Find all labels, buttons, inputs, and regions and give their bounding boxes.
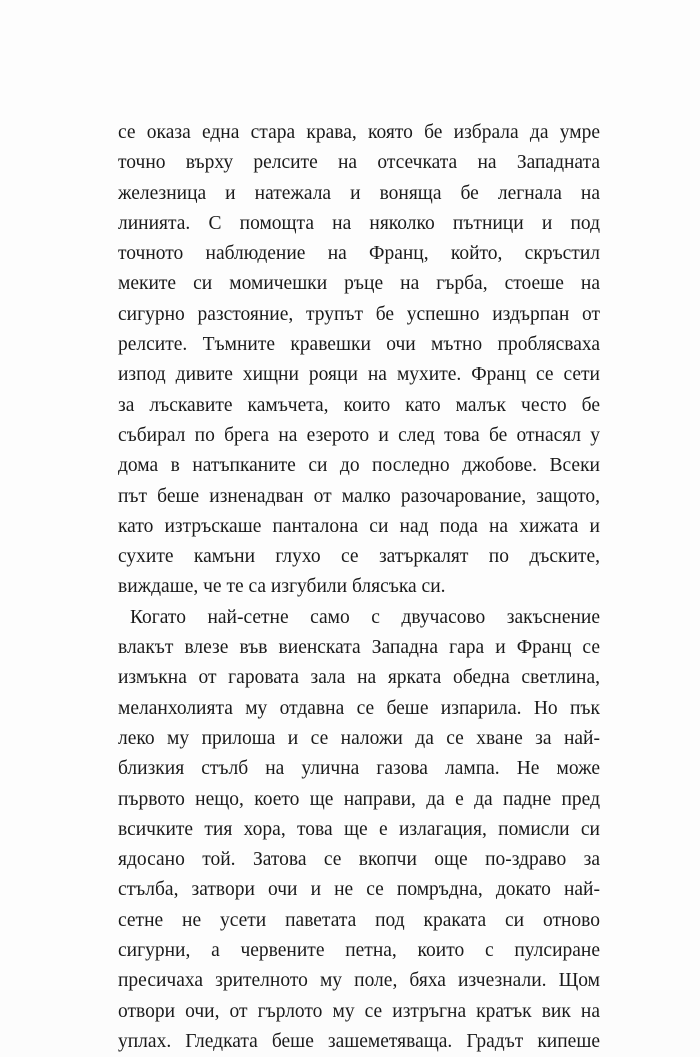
text-line: близкия стълб на улична газова лампа. Не може: [118, 758, 600, 780]
text-line: като изтръскаше панталона си над пода на хижата и: [118, 515, 600, 537]
text-line: сигурни, а червените петна, които с пулсиране: [118, 940, 600, 962]
paragraph: [118, 118, 600, 603]
text-line: ядосано той. Затова се вкопчи още по-здраво за: [118, 849, 600, 871]
text-line: първото нещо, което ще направи, да е да падне пред: [118, 788, 600, 810]
text-line: пресичаха зрителното му поле, бяха изчезнали. Щом: [118, 970, 600, 992]
text-line: меките си момичешки ръце на гърба, стоеше на: [118, 273, 600, 295]
text-line: леко му прилоша и се наложи да се хване за най-: [118, 727, 600, 749]
text-line: всичките тия хора, това ще е излагация, помисли си: [118, 818, 600, 840]
text-line: се оказа една стара крава, която бе избрала да умре: [118, 122, 600, 143]
text-line: точното наблюдение на Франц, който, скръстил: [118, 243, 600, 265]
text-line: стълба, затвори очи и не се помръдна, докато най-: [118, 879, 600, 901]
body-text: [118, 118, 600, 1057]
text-line: релсите. Тъмните кравешки очи мътно проблясваха: [118, 334, 600, 356]
text-line: отвори очи, от гърлото му се изтръгна кратък вик на: [118, 1000, 600, 1022]
text-line: сетне не усети паветата под краката си отново: [118, 909, 600, 931]
text-line: меланхолията му отдавна се беше изпарила. Но пък: [118, 697, 600, 719]
paragraph: [118, 603, 600, 1057]
text-line: влакът влезе във виенската Западна гара и Франц се: [118, 637, 600, 659]
text-line: дома в натъпканите си до последно джобове. Всеки: [118, 455, 600, 477]
text-line: изпод дивите хищни рояци на мухите. Франц се сети: [118, 364, 600, 386]
text-line: сухите камъни глухо се затъркалят по дъските,: [118, 546, 600, 568]
text-line: Когато най-сетне само с двучасово закъснение: [130, 606, 600, 628]
text-line: път беше изненадван от малко разочарование, защото,: [118, 485, 600, 507]
text-line: железница и натежала и воняща бе легнала на: [118, 182, 600, 204]
text-line: линията. С помощта на няколко пътници и под: [118, 212, 600, 234]
text-line: измъкна от гаровата зала на ярката обедна светлина,: [118, 667, 600, 689]
text-line: за лъскавите камъчета, които като малък често бе: [118, 394, 600, 416]
text-line: точно върху релсите на отсечката на Западната: [118, 152, 600, 174]
text-line: уплах. Гледката беше зашеметяваща. Градът кипеше: [118, 1030, 600, 1052]
text-line: виждаше, че те са изгубили блясъка си.: [118, 576, 446, 598]
text-line: събирал по брега на езерото и след това бе отнасял у: [118, 424, 600, 446]
text-line: сигурно разстояние, трупът бе успешно издърпан от: [118, 303, 600, 325]
